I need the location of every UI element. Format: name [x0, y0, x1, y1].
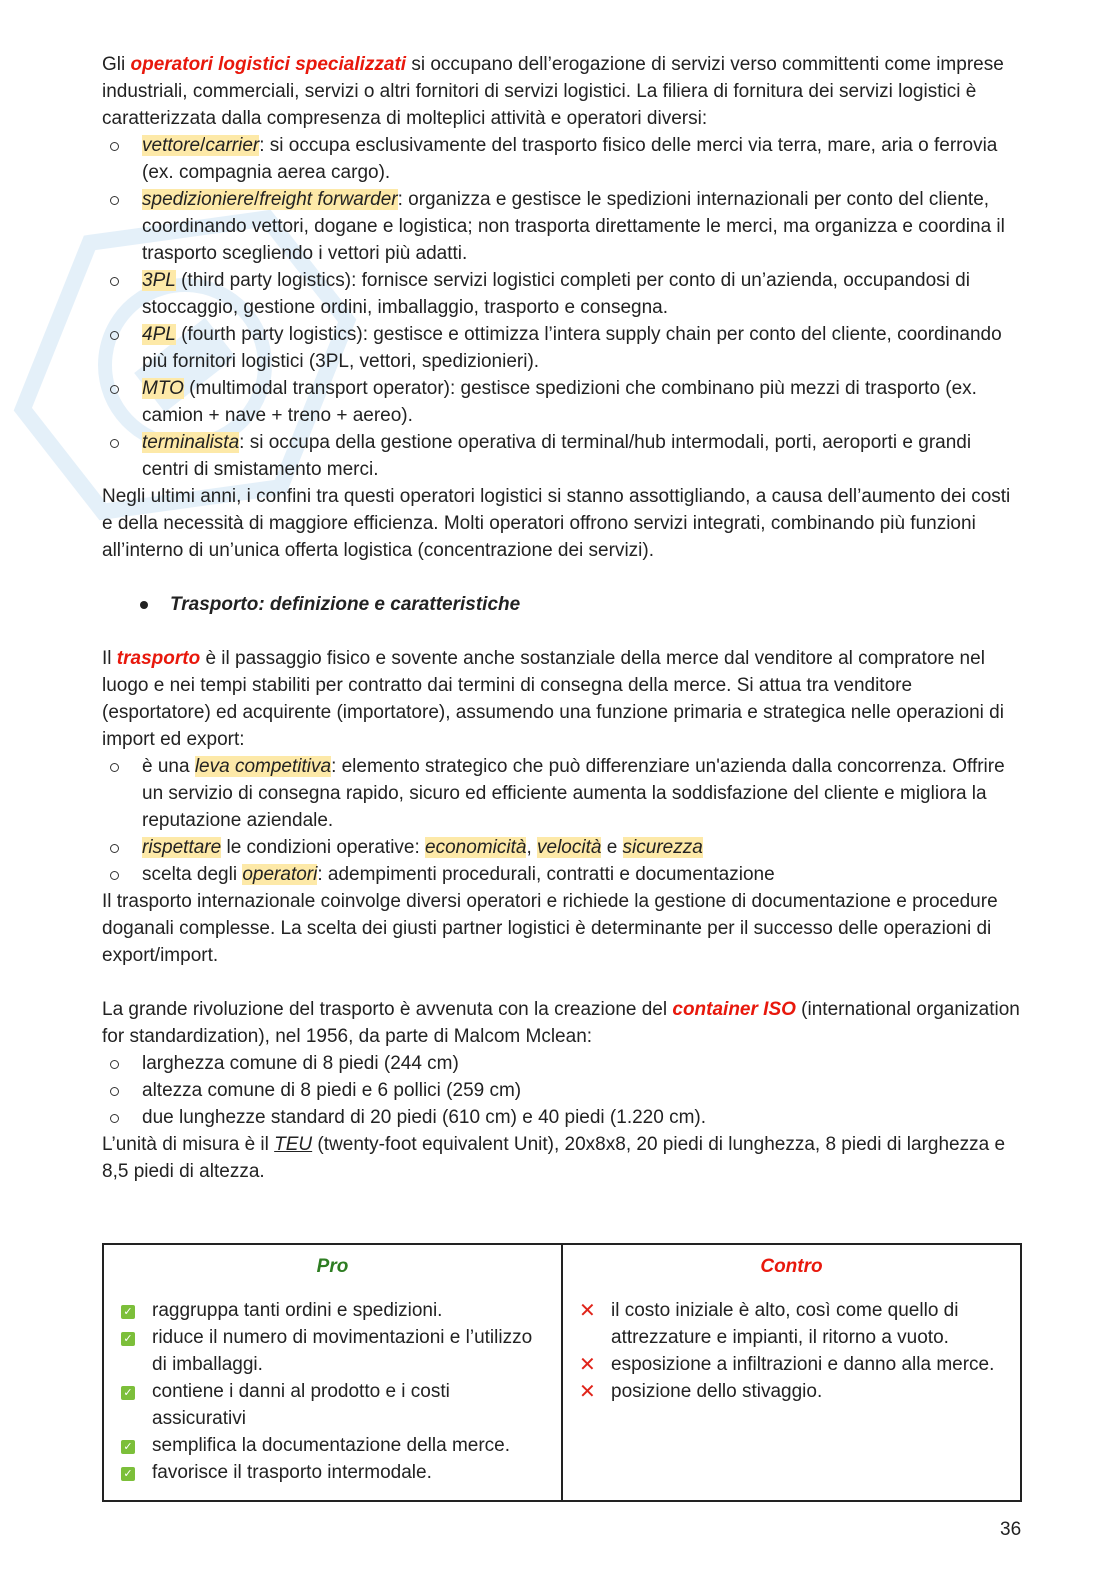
list-item: terminalista: si occupa della gestione operativa di terminal/hub intermodali, porti, aeroporti e grandi centri di smistamento merci. [102, 429, 1022, 483]
pro-item: ✓ riduce il numero di movimentazioni e l’utilizzo di imballaggi. [118, 1324, 547, 1378]
list-item: larghezza comune di 8 piedi (244 cm) [102, 1050, 1022, 1077]
container-list [102, 1050, 1022, 1131]
cross-icon: ✕ [579, 1381, 596, 1403]
list-item: scelta degli operatori: adempimenti procedurali, contratti e documentazione [102, 861, 1022, 888]
contro-column [562, 1244, 1021, 1501]
cross-icon: ✕ [579, 1354, 596, 1376]
document-body [102, 51, 1022, 1185]
trend-paragraph: Negli ultimi anni, i confini tra questi operatori logistici si stanno assottigliando, a causa dell’aumento dei costi e della necessità di maggiore efficienza. Molti operatori offrono servizi integrati, combinando più funzioni all’interno di un’unica offerta logistica (concentrazione dei servizi). [102, 486, 1011, 561]
list-item: altezza comune di 8 piedi e 6 pollici (259 cm) [102, 1077, 1022, 1104]
pro-column [103, 1244, 562, 1501]
list-item: vettore/carrier: si occupa esclusivamente del trasporto fisico delle merci via terra, mare, aria o ferrovia (ex. compagnia aerea cargo). [102, 132, 1022, 186]
page-number: 36 [1000, 1519, 1022, 1540]
list-item: 4PL (fourth party logistics): gestisce e ottimizza l’intera supply chain per conto del cliente, coordinando più fornitori logistici (3PL, vettori, spedizionieri). [102, 321, 1022, 375]
transport-list [102, 753, 1022, 888]
term-container: container ISO [672, 999, 796, 1020]
term-operatori: operatori logistici specializzati [130, 54, 407, 75]
check-icon: ✓ [121, 1386, 135, 1400]
section-heading: Trasporto: definizione e caratteristiche [102, 591, 1022, 618]
term-teu: TEU [274, 1134, 313, 1155]
list-item: spedizioniere/freight forwarder: organizza e gestisce le spedizioni internazionali per conto del cliente, coordinando vettori, dogane e logistica; non trasporta direttamente le merci, ma organizza e coordina il trasporto scegliendo i vettori più adatti. [102, 186, 1022, 267]
contro-item: ✕ esposizione a infiltrazioni e danno alla merce. [577, 1351, 1006, 1378]
pro-item: ✓ raggruppa tanti ordini e spedizioni. [118, 1297, 547, 1324]
teu-paragraph: L’unità di misura è il TEU (twenty-foot equivalent Unit), 20x8x8, 20 piedi di lunghezza, 8 piedi di larghezza e 8,5 piedi di altezza. [102, 1134, 1006, 1182]
check-icon: ✓ [121, 1305, 135, 1319]
list-item: rispettare le condizioni operative: economicità, velocità e sicurezza [102, 834, 1022, 861]
container-paragraph: La grande rivoluzione del trasporto è avvenuta con la creazione del container ISO (international organization for standardization), nel 1956, da parte di Malcom Mclean: [102, 999, 1020, 1047]
cross-icon: ✕ [579, 1300, 596, 1322]
contro-header: Contro [760, 1256, 823, 1277]
operators-list [102, 132, 1022, 483]
check-icon: ✓ [121, 1440, 135, 1454]
pro-item: ✓ semplifica la documentazione della merce. [118, 1432, 547, 1459]
check-icon: ✓ [121, 1332, 135, 1346]
international-paragraph: Il trasporto internazionale coinvolge diversi operatori e richiede la gestione di documentazione e procedure doganali complesse. La scelta dei giusti partner logistici è determinante per il successo delle operazioni di export/import. [102, 891, 998, 966]
intro-paragraph: Gli operatori logistici specializzati si occupano dell’erogazione di servizi verso committenti come imprese industriali, commerciali, servizi o altri fornitori di servizi logistici. La filiera di fornitura dei servizi logistici è caratterizzata dalla compresenza di molteplici attività e operatori diversi: [102, 54, 1004, 129]
pro-item: ✓ favorisce il trasporto intermodale. [118, 1459, 547, 1486]
pro-header: Pro [316, 1256, 349, 1277]
list-item: due lunghezze standard di 20 piedi (610 cm) e 40 piedi (1.220 cm). [102, 1104, 1022, 1131]
list-item: 3PL (third party logistics): fornisce servizi logistici completi per conto di un’azienda, occupandosi di stoccaggio, gestione ordini, imballaggio, trasporto e consegna. [102, 267, 1022, 321]
list-item: è una leva competitiva: elemento strategico che può differenziare un'azienda dalla concorrenza. Offrire un servizio di consegna rapido, sicuro ed efficiente aumenta la soddisfazione del cliente e migliora la reputazione aziendale. [102, 753, 1022, 834]
transport-paragraph: Il trasporto è il passaggio fisico e sovente anche sostanziale della merce dal venditore al compratore nel luogo e nei tempi stabiliti per contratto dai termini di consegna della merce. Si attua tra venditore (esportatore) ed acquirente (importatore), assumendo una funzione primaria e strategica nelle operazioni di import ed export: [102, 648, 1004, 750]
contro-item: ✕ posizione dello stivaggio. [577, 1378, 1006, 1405]
term-trasporto: trasporto [116, 648, 201, 669]
pro-contro-table [102, 1243, 1022, 1502]
check-icon: ✓ [121, 1467, 135, 1481]
list-item: MTO (multimodal transport operator): gestisce spedizioni che combinano più mezzi di trasporto (ex. camion + nave + treno + aereo). [102, 375, 1022, 429]
contro-item: ✕ il costo iniziale è alto, così come quello di attrezzature e impianti, il ritorno a vuoto. [579, 1300, 959, 1348]
pro-item: ✓ contiene i danni al prodotto e i costi assicurativi [118, 1378, 547, 1432]
